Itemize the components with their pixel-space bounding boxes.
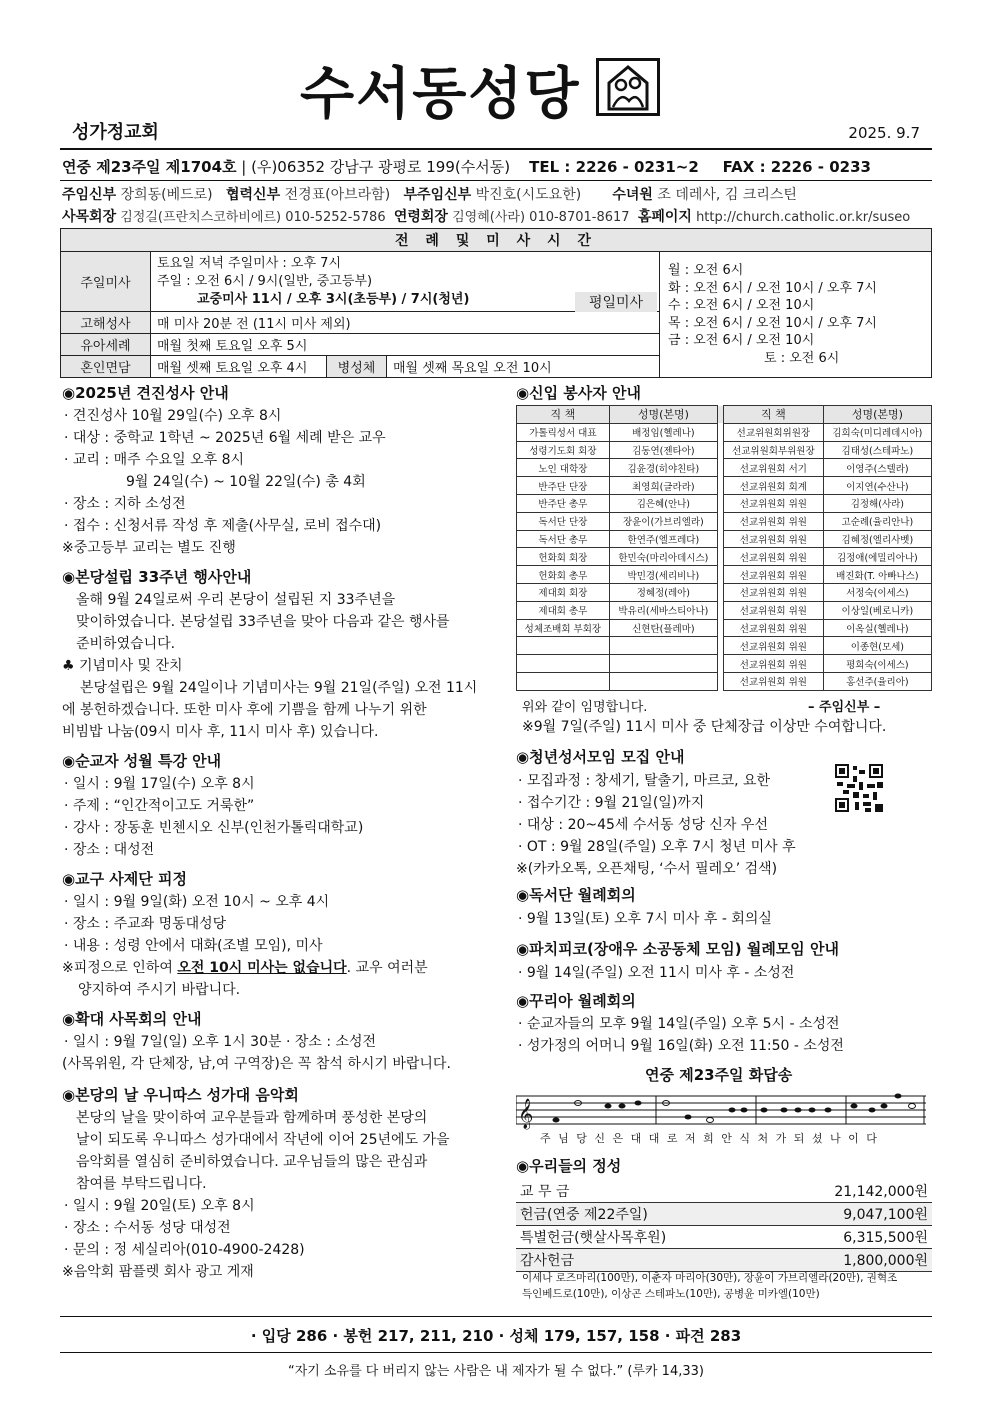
lecture-title: ◉순교자 성월 특강 안내 [62,752,222,770]
role-cell [517,637,610,655]
parish-family: 성가정교회 [72,122,159,143]
coop-name: 전경표(아브라함) [284,187,391,203]
role-cell: 선교위원회 위원 [723,601,823,619]
concert-title: ◉본당의 날 우니따스 성가대 음악회 [62,1086,299,1104]
sunday-line: 주일 : 오전 6시 / 9시(일반, 중고등부) [157,273,373,289]
table-row [517,601,932,619]
council-contact: 김정길(프란치스코하비에르) 010-5252-5786 [120,210,386,225]
role-cell: 가톨릭성서 대표 [517,423,610,441]
role-cell: 노인 대학장 [517,459,610,477]
name-cell: 한민숙(마리아데시스) [609,548,717,566]
pastor-name: 장희동(베드로) [120,187,213,203]
name-cell: 김정해(사라) [823,494,931,512]
lector-meeting-title: ◉독서단 월례회의 [516,886,636,904]
volunteer-note: 위와 같이 임명합니다. [522,700,648,715]
table-row [517,619,932,637]
fax: FAX : 2226 - 0233 [722,158,871,176]
anniversary-line: ♣ 기념미사 및 잔치 [62,658,183,674]
issue-number: 연중 제23주일 제1704호 [62,158,237,176]
lecture-line: · 주제 : “인간적이고도 거룩한” [64,798,255,814]
retreat-line: · 장소 : 주교좌 명동대성당 [64,916,227,932]
role-cell: 선교위원회 위원 [723,583,823,601]
offering-rows [516,1180,932,1272]
confession-time: 매 미사 20분 전 (11시 미사 제외) [151,312,660,334]
name-cell: 박민경(세리비나) [609,566,717,584]
concert-line: 본당의 날을 맞이하여 교우분들과 함께하며 풍성한 본당의 [76,1110,428,1126]
nun-label: 수녀원 [612,187,653,203]
council-meeting-title: ◉확대 사목회의 안내 [62,1010,202,1028]
assoc-name: 박진호(시도요한) [475,187,582,203]
confirmation-note: ※중고등부 교리는 별도 진행 [62,540,236,556]
retreat-line: · 일시 : 9월 9일(화) 오전 10시 ~ 오후 4시 [64,894,330,910]
psalm-title: 연중 제23주일 화답송 [645,1066,793,1084]
lecture-line: · 장소 : 대성전 [64,842,155,858]
name-cell: 홍선주(율리아) [823,672,931,690]
info-row-2 [62,184,797,204]
name-cell: 서정숙(이세스) [823,583,931,601]
anointing-label: 병성체 [327,356,387,378]
role-cell: 헌화회 총무 [517,566,610,584]
weekday-line: 금 : 오전 6시 / 오전 10시 [668,333,815,348]
donor-list: 득인베드로(10만), 이상곤 스테파노(10만), 공병윤 미카엘(10만) [522,1288,820,1300]
table-row [517,441,932,459]
confirmation-line: · 대상 : 중학교 1학년 ~ 2025년 6월 세례 받은 교우 [64,430,386,446]
offering-label: 헌금(연중 제22주일) [516,1203,767,1226]
youth-bible-line: · OT : 9월 28일(주일) 오후 7시 청년 미사 후 [518,839,796,855]
curia-line: · 순교자들의 모후 9월 14일(주일) 오후 5시 - 소성전 [518,1016,840,1032]
role-cell: 독서단 총무 [517,530,610,548]
name-cell: 이지연(수산나) [823,477,931,495]
weekday-mass-times [660,252,932,378]
name-cell [609,672,717,690]
lector-meeting-line: · 9월 13일(토) 오후 7시 미사 후 - 회의실 [518,911,772,927]
name-cell: 김동연(젠타아) [609,441,717,459]
name-cell: 김은혜(안나) [609,494,717,512]
offering-amount: 9,047,100원 [767,1203,932,1226]
concert-line: 음악회를 열심히 준비하였습니다. 교우님들의 많은 관심과 [76,1154,428,1170]
offering-label: 특별헌금(햇살사목후원) [516,1226,767,1249]
council-label: 사목회장 [62,209,117,225]
divider [60,1352,932,1353]
volunteer-signature: – 주임신부 – [808,700,881,715]
nun-names: 조 데레사, 김 크리스틴 [657,187,797,203]
name-cell: 배정임(헬레나) [609,423,717,441]
mass-schedule-table [60,228,932,378]
sunday-line: 토요일 저녁 주일미사 : 오후 7시 [157,255,342,271]
volunteer-rows [517,423,932,690]
sunday-mass-label: 주일미사 [61,252,151,312]
table-row [517,530,932,548]
mass-stats: · 입당 286 · 봉헌 217, 211, 210 · 성체 179, 157, 158 · 파견 283 [250,1327,742,1345]
name-cell [609,637,717,655]
role-cell: 독서단 단장 [517,512,610,530]
youth-bible-line: · 모집과정 : 창세기, 탈출기, 마르코, 요한 [518,773,771,789]
homepage-label: 홈페이지 [637,209,692,225]
retreat-title: ◉교구 사제단 피정 [62,870,187,888]
role-cell: 선교위원회 위원 [723,672,823,690]
role-cell: 선교위원회 위원 [723,494,823,512]
confirmation-title: ◉2025년 견진성사 안내 [62,384,229,402]
role-cell: 선교위원회 위원 [723,530,823,548]
anniversary-line: 올해 9월 24일로써 우리 본당이 설립된 지 33주년을 [76,592,396,608]
svg-text:𝄞: 𝄞 [518,1099,534,1129]
concert-line: · 문의 : 정 세실리아(010-4900-2428) [64,1242,305,1258]
weekday-line: 화 : 오전 6시 / 오전 10시 / 오후 7시 [668,280,877,296]
lecture-line: · 강사 : 장동훈 빈첸시오 신부(인천가톨릭대학교) [64,820,364,836]
divider [60,148,932,150]
col-header: 직 책 [517,406,610,424]
pacifico-line: · 9월 14일(주일) 오전 11시 미사 후 - 소성전 [518,965,795,981]
table-row [517,477,932,495]
volunteer-title: ◉신입 봉사자 안내 [516,384,641,402]
baptism-label: 유아세례 [61,334,151,356]
name-cell: 김정애(에밀리아나) [823,548,931,566]
offering-label: 감사헌금 [516,1249,767,1272]
divider [60,180,932,181]
table-row [517,566,932,584]
homepage-link[interactable]: http://church.catholic.or.kr/suseo [696,210,911,225]
anniversary-title: ◉본당설립 33주년 행사안내 [62,568,252,586]
curia-line: · 성가정의 어머니 9월 16일(화) 오전 11:50 - 소성전 [518,1038,844,1054]
role-cell: 성령기도회 회장 [517,441,610,459]
concert-line: · 일시 : 9월 20일(토) 오후 8시 [64,1198,255,1214]
confirmation-line: 9월 24일(수) ~ 10월 22일(수) 총 4회 [126,474,366,490]
role-cell: 헌화회 회장 [517,548,610,566]
name-cell: 이상일(베로니카) [823,601,931,619]
table-row [517,637,932,655]
union-contact: 김영혜(사라) 010-8701-8617 [452,210,630,225]
offering-title: ◉우리들의 정성 [516,1157,622,1175]
name-cell: 이옥실(헬레나) [823,619,931,637]
issue-date: 2025. 9.7 [848,124,920,142]
concert-line: ※음악회 팜플렛 회사 광고 게재 [62,1264,254,1280]
confirmation-line: · 접수 : 신청서류 작성 후 제출(사무실, 로비 접수대) [64,518,382,534]
role-cell: 선교위원회부위원장 [723,441,823,459]
anniversary-line: 준비하였습니다. [76,636,176,652]
anniversary-line: 비빔밥 나눔(09시 미사 후, 11시 미사 후) 있습니다. [62,724,379,740]
address: | (우)06352 강남구 광평로 199(수서동) [241,158,511,176]
name-cell: 이종현(모세) [823,637,931,655]
role-cell: 선교위원회 위원 [723,619,823,637]
confirmation-line: · 견진성사 10월 29일(수) 오후 8시 [64,408,282,424]
marriage-label: 혼인면담 [61,356,151,378]
offering-label: 교 무 금 [516,1180,767,1203]
confirmation-line: · 장소 : 지하 소성전 [64,496,186,512]
concert-line: 날이 되도록 우니따스 성가대에서 작년에 이어 25년에도 가을 [76,1132,450,1148]
table-row [516,1249,932,1272]
weekday-line: 월 : 오전 6시 [668,263,744,278]
role-cell: 성체조배회 부회장 [517,619,610,637]
council-meeting-line: · 일시 : 9월 7일(일) 오후 1시 30분 · 장소 : 소성전 [64,1034,377,1050]
role-cell: 선교위원회 위원 [723,637,823,655]
anniversary-line: 맞이하였습니다. 본당설립 33주년을 맞아 다음과 같은 행사를 [76,614,450,630]
retreat-note: 양지하여 주시기 바랍니다. [78,982,241,998]
curia-title: ◉꾸리아 월례회의 [516,992,636,1010]
offering-table [516,1180,932,1272]
role-cell: 선교위원회 위원 [723,548,823,566]
name-cell: 김태성(스테파노) [823,441,931,459]
anniversary-line: 에 봉헌하겠습니다. 또한 미사 후에 기쁨을 함께 나누기 위한 [62,702,427,718]
role-cell: 선교위원회 서기 [723,459,823,477]
coop-label: 협력신부 [226,187,281,203]
youth-bible-title: ◉청년성서모임 모집 안내 [516,748,685,766]
retreat-note-emphasis: 오전 10시 미사는 없습니다 [177,960,347,976]
anointing-time: 매월 셋째 목요일 오전 10시 [387,356,660,378]
role-cell: 선교위원회 위원 [723,512,823,530]
name-cell: 정혜정(레아) [609,583,717,601]
info-row-1 [62,156,871,177]
pastor-label: 주임신부 [62,187,117,203]
table-row [516,1203,932,1226]
retreat-note [62,957,428,977]
divider [60,1316,932,1317]
donor-list: 이세나 로즈마리(100만), 이춘자 마리아(30만), 장윤이 가브리엘라(20만), 권혁조 [522,1272,898,1284]
table-row [517,655,932,673]
confession-label: 고해성사 [61,312,151,334]
pacifico-title: ◉파치피코(장애우 소공동체 모임) 월례모임 안내 [516,940,839,958]
table-row [516,1226,932,1249]
table-row [517,583,932,601]
role-cell: 제대회 총무 [517,601,610,619]
name-cell: 최영희(글라라) [609,477,717,495]
table-row [517,512,932,530]
council-meeting-line: (사목위원, 각 단체장, 남,여 구역장)은 꼭 참석 하시기 바랍니다. [62,1056,451,1072]
table-row [517,423,932,441]
name-cell: 박유리(세바스티아나) [609,601,717,619]
name-cell [609,655,717,673]
church-logo-icon [596,58,660,116]
name-cell: 김윤경(히야친타) [609,459,717,477]
info-row-3 [62,206,910,226]
weekday-line: 토 : 오전 6시 [764,350,840,366]
retreat-note-part: . 교우 여러분 [346,960,428,976]
name-cell: 김혜정(엘리사벳) [823,530,931,548]
retreat-note-part: ※피정으로 인하여 [62,960,178,976]
offering-amount: 21,142,000원 [767,1180,932,1203]
concert-line: · 장소 : 수서동 성당 대성전 [64,1220,231,1236]
retreat-line: · 내용 : 성령 안에서 대화(조별 모임), 미사 [64,938,323,954]
anniversary-line: 본당설립은 9월 24일이나 기념미사는 9월 21일(주일) 오전 11시 [80,680,478,696]
role-cell: 선교위원회위원장 [723,423,823,441]
name-cell: 신현탄(플레마) [609,619,717,637]
weekday-mass-label: 평일미사 [575,292,657,312]
role-cell [517,655,610,673]
name-cell: 이영주(스텔라) [823,459,931,477]
youth-bible-line: ※(카카오톡, 오픈채팅, ‘수서 필레오’ 검색) [516,861,778,877]
role-cell: 선교위원회 위원 [723,655,823,673]
weekday-line: 수 : 오전 6시 / 오전 10시 [668,298,815,313]
psalm-lyrics: 주 님 당 신 은 대 대 로 저 희 안 식 처 가 되 셨 나 이 다 [540,1132,877,1145]
table-row [517,494,932,512]
table-row [516,1180,932,1203]
youth-bible-line: · 대상 : 20~45세 수서동 성당 신자 우선 [518,817,768,833]
role-cell: 선교위원회 회계 [723,477,823,495]
col-header: 성명(본명) [823,406,931,424]
name-cell: 한연주(엘프레다) [609,530,717,548]
assoc-label: 부주임신부 [403,187,472,203]
table-row [517,548,932,566]
role-cell: 반주단 총무 [517,494,610,512]
role-cell: 제대회 회장 [517,583,610,601]
name-cell: 김희숙(미디레데시아) [823,423,931,441]
name-cell: 고순례(율리안나) [823,512,931,530]
col-header: 직 책 [723,406,823,424]
page-title: 수서동성당 [300,62,581,127]
weekday-line: 목 : 오전 6시 / 오전 10시 / 오후 7시 [668,315,877,331]
baptism-time: 매월 첫째 토요일 오후 5시 [151,334,660,356]
role-cell: 반주단 단장 [517,477,610,495]
qr-code-icon[interactable] [833,762,885,814]
table-row [517,459,932,477]
offering-amount: 1,800,000원 [767,1249,932,1272]
confirmation-line: · 교리 : 매주 수요일 오후 8시 [64,452,245,468]
youth-bible-line: · 접수기간 : 9월 21일(일)까지 [518,795,705,811]
name-cell: 장윤이(가브리엘라) [609,512,717,530]
mass-heading: 전 례 및 미 사 시 간 [61,229,932,252]
scripture-quote: “자기 소유를 다 버리지 않는 사람은 내 제자가 될 수 없다.” (루카 14,33) [288,1364,704,1379]
role-cell: 선교위원회 위원 [723,566,823,584]
table-row [517,672,932,690]
offering-amount: 6,315,500원 [767,1226,932,1249]
concert-line: 참여를 부탁드립니다. [76,1176,207,1192]
role-cell [517,672,610,690]
marriage-time: 매월 셋째 토요일 오후 4시 [151,356,327,378]
col-header: 성명(본명) [609,406,717,424]
name-cell: 평희숙(이세스) [823,655,931,673]
union-label: 연령회장 [393,209,448,225]
phone: TEL : 2226 - 0231~2 [529,158,699,176]
name-cell: 배진화(T. 아빠나스) [823,566,931,584]
lecture-line: · 일시 : 9월 17일(수) 오후 8시 [64,776,255,792]
volunteer-table [516,405,932,691]
sunday-line: 교중미사 11시 / 오후 3시(초등부) / 7시(청년) [197,291,470,307]
volunteer-note: ※9월 7일(주일) 11시 미사 중 단체장급 이상만 수여합니다. [522,719,887,735]
